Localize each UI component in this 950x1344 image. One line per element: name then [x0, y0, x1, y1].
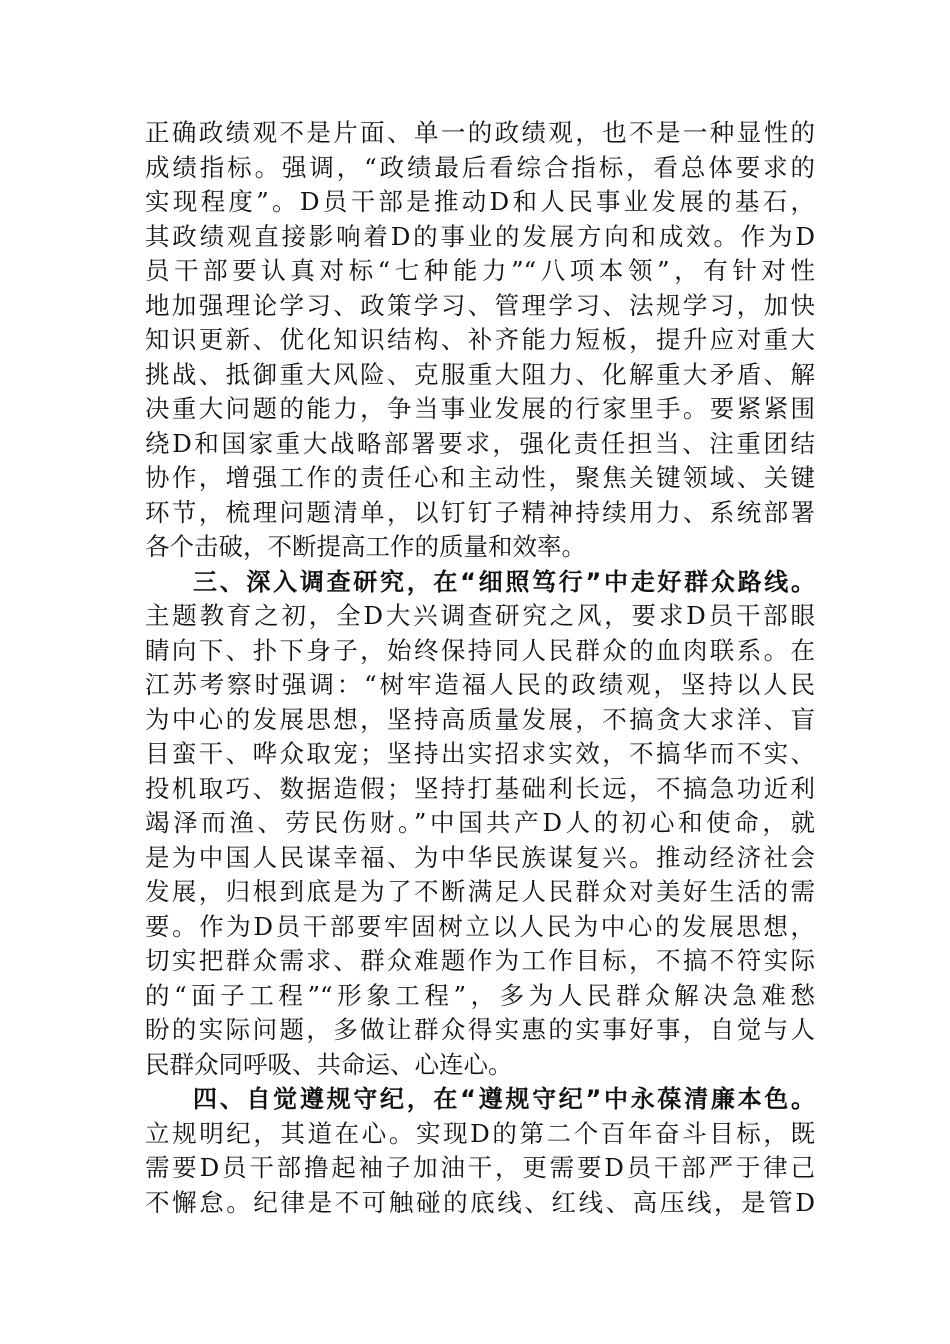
text-line: 江苏考察时强调：“树牢造福人民的政绩观，坚持以人民 — [145, 670, 815, 699]
text-line: 正确政绩观不是片面、单一的政绩观，也不是一种显性的 — [145, 118, 815, 147]
text-line: 实现程度”。D员干部是推动D和人民事业发展的基石， — [145, 187, 815, 216]
text-line: 要。作为D员干部要牢固树立以人民为中心的发展思想， — [145, 911, 815, 941]
text-line: 睛向下、扑下身子，始终保持同人民群众的血肉联系。在 — [145, 635, 815, 665]
paragraph-discipline — [145, 1117, 815, 1221]
text-line: 是为中国人民谋幸福、为中华民族谋复兴。推动经济社会 — [145, 842, 815, 872]
text-line: 需要D员干部撸起袖子加油干，更需要D员干部严于律己 — [145, 1153, 815, 1182]
text-line: 发展，归根到底是为了不断满足人民群众对美好生活的需 — [145, 877, 815, 906]
text-line: 切实把群众需求、群众难题作为工作目标，不搞不符实际 — [145, 946, 815, 975]
text-line: 投机取巧、数据造假；坚持打基础利长远，不搞急功近利 — [145, 773, 815, 803]
text-line: 成绩指标。强调，“政绩最后看综合指标，看总体要求的 — [145, 152, 815, 182]
section-heading-4: 四、自觉遵规守纪，在“遵规守纪”中永葆清廉本色。 — [193, 1085, 815, 1113]
text-line: 环节，梳理问题清单，以钉钉子精神持续用力、系统部署 — [145, 497, 815, 527]
text-line: 不懈怠。纪律是不可触碰的底线、红线、高压线，是管D — [145, 1187, 815, 1217]
text-line: 知识更新、优化知识结构、补齐能力短板，提升应对重大 — [145, 325, 815, 354]
text-line: 员干部要认真对标“七种能力”“八项本领”，有针对性 — [145, 256, 815, 285]
text-line: 民群众同呼吸、共命运、心连心。 — [145, 1049, 513, 1079]
text-line: 决重大问题的能力，争当事业发展的行家里手。要紧紧围 — [145, 394, 815, 423]
paragraph-investigation-research — [145, 599, 815, 1082]
paragraph-political-performance — [145, 116, 815, 565]
text-line: 竭泽而渔、劳民伤财。”中国共产D人的初心和使命，就 — [145, 808, 815, 837]
text-line: 各个击破，不断提高工作的质量和效率。 — [145, 532, 586, 561]
text-line: 为中心的发展思想，坚持高质量发展，不搞贪大求洋、盲 — [145, 704, 815, 734]
text-line: 目蛮干、哗众取宠；坚持出实招求实效，不搞华而不实、 — [145, 739, 815, 768]
text-line: 挑战、抵御重大风险、克服重大阻力、化解重大矛盾、解 — [145, 359, 815, 389]
section-heading-3: 三、深入调查研究，在“细照笃行”中走好群众路线。 — [193, 567, 815, 596]
text-line: 的“面子工程”“形象工程”，多为人民群众解决急难愁 — [145, 980, 815, 1010]
text-line: 主题教育之初，全D大兴调查研究之风，要求D员干部眼 — [145, 601, 815, 630]
document-body — [145, 116, 815, 1220]
text-line: 地加强理论学习、政策学习、管理学习、法规学习，加快 — [145, 290, 815, 320]
text-line: 盼的实际问题，多做让群众得实惠的实事好事，自觉与人 — [145, 1015, 815, 1044]
text-line: 绕D和国家重大战略部署要求，强化责任担当、注重团结 — [145, 428, 815, 458]
text-line: 协作，增强工作的责任心和主动性，聚焦关键领域、关键 — [145, 463, 815, 492]
text-line: 其政绩观直接影响着D的事业的发展方向和成效。作为D — [145, 221, 815, 251]
text-line: 立规明纪，其道在心。实现D的第二个百年奋斗目标，既 — [145, 1118, 815, 1148]
